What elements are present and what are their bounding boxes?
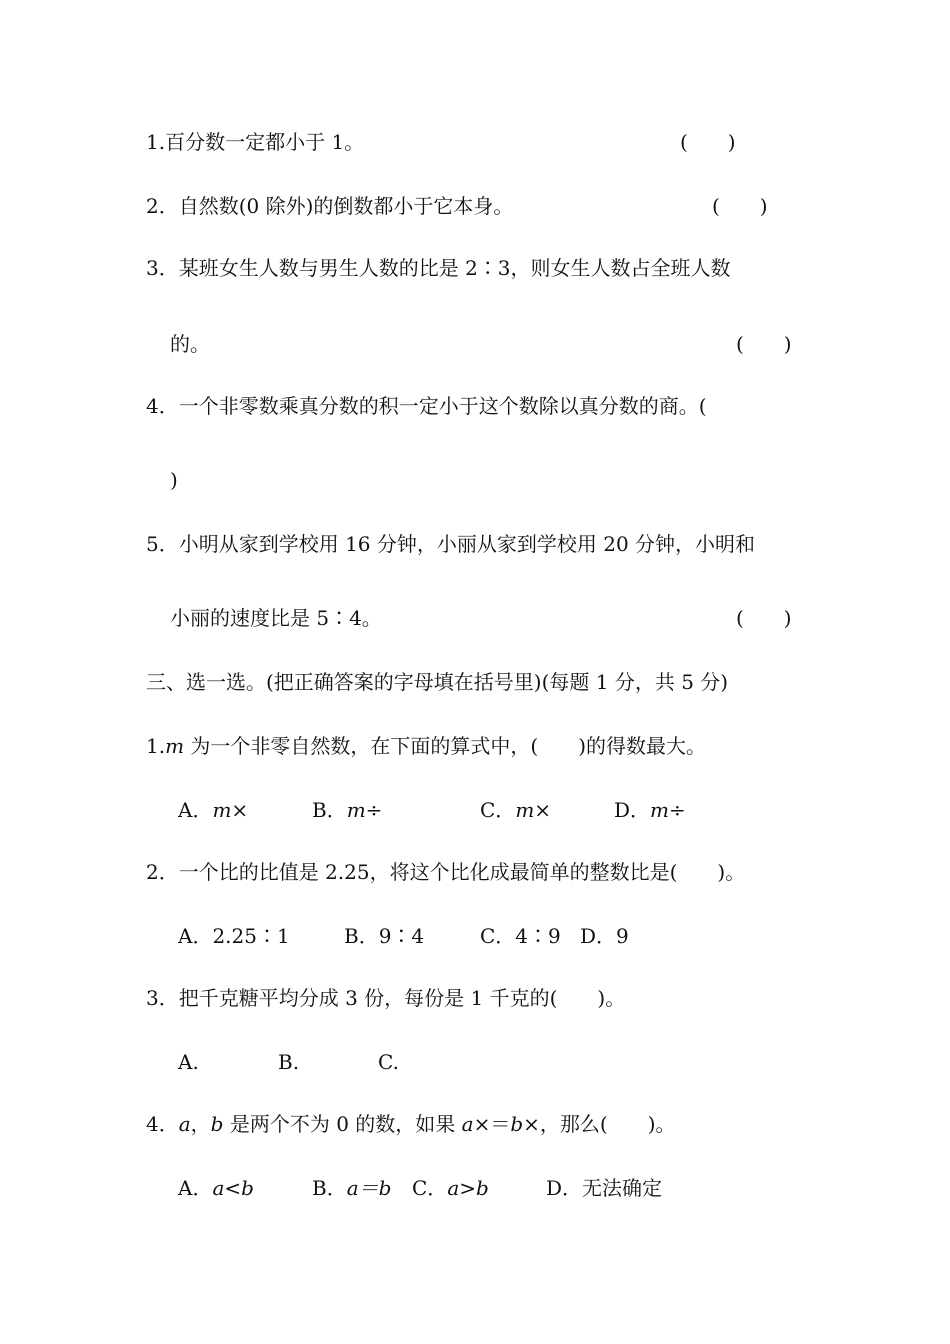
choice-q1-option-d[interactable] xyxy=(614,796,686,824)
choice-q3-stem: 3．把千克糖平均分成 3 份，每份是 1 千克的( )。 xyxy=(146,986,626,1010)
choice-q4-expr-mid: ×＝ xyxy=(473,1112,511,1136)
judge-q2-answer-paren[interactable]: ( ) xyxy=(712,194,768,218)
option-var: m xyxy=(515,798,535,822)
choice-q4-comma: ， xyxy=(190,1112,211,1136)
option-label: A． xyxy=(178,1176,213,1200)
choice-q2-option-b[interactable]: B．9∶4 xyxy=(344,924,425,948)
option-var: m xyxy=(650,798,670,822)
section3-title: 三、选一选。(把正确答案的字母填在括号里)(每题 1 分，共 5 分) xyxy=(146,670,729,694)
option-label: C． xyxy=(480,798,516,822)
option-var: m xyxy=(346,798,366,822)
judge-q1-answer-paren[interactable]: ( ) xyxy=(680,130,736,154)
choice-q4-option-b[interactable] xyxy=(312,1174,391,1202)
choice-q4-expr-b: b xyxy=(510,1112,524,1136)
judge-q3-answer-paren[interactable]: ( ) xyxy=(736,332,792,356)
choice-q4-option-a[interactable] xyxy=(178,1174,254,1202)
option-op: × xyxy=(534,798,552,822)
choice-q4-expr-a: a xyxy=(461,1112,474,1136)
judge-q4-line1: 4．一个非零数乘真分数的积一定小于这个数除以真分数的商。( xyxy=(146,394,707,418)
option-expr: a＝b xyxy=(346,1176,392,1200)
choice-q1-option-b[interactable] xyxy=(312,796,382,824)
choice-q1-option-a[interactable] xyxy=(178,796,248,824)
choice-q1-option-c[interactable] xyxy=(480,796,551,824)
option-op: × xyxy=(231,798,249,822)
choice-q4-var-b: b xyxy=(210,1112,224,1136)
option-expr: a>b xyxy=(447,1176,489,1200)
choice-q4-text-end: ×，那么( )。 xyxy=(523,1112,676,1136)
choice-q4-var-a: a xyxy=(178,1112,191,1136)
choice-q1-text: 为一个非零自然数，在下面的算式中，( )的得数最大。 xyxy=(184,734,707,758)
judge-q1-text: 1.百分数一定都小于 1。 xyxy=(146,130,365,154)
choice-q4-option-c[interactable] xyxy=(412,1174,489,1202)
judge-q5-line2: 小丽的速度比是 5∶4。 xyxy=(170,606,382,630)
judge-q2-text: 2．自然数(0 除外)的倒数都小于它本身。 xyxy=(146,194,514,218)
choice-q3-option-b[interactable]: B. xyxy=(278,1050,300,1074)
choice-q2-stem: 2．一个比的比值是 2.25，将这个比化成最简单的整数比是( )。 xyxy=(146,860,746,884)
option-label: C． xyxy=(412,1176,448,1200)
choice-q2-option-d[interactable]: D．9 xyxy=(580,924,629,948)
judge-q4-line2[interactable]: ) xyxy=(170,468,178,492)
option-op: ÷ xyxy=(365,798,383,822)
choice-q3-option-c[interactable]: C. xyxy=(378,1050,399,1074)
option-label: D． xyxy=(546,1176,583,1200)
option-expr: a<b xyxy=(212,1176,254,1200)
judge-q3-line2: 的。 xyxy=(170,332,210,356)
option-label: B． xyxy=(312,798,347,822)
option-var: m xyxy=(212,798,232,822)
judge-q5-line1: 5．小明从家到学校用 16 分钟，小丽从家到学校用 20 分钟，小明和 xyxy=(146,532,756,556)
choice-q4-prefix: 4． xyxy=(146,1112,179,1136)
choice-q3-option-a[interactable]: A. xyxy=(178,1050,199,1074)
choice-q1-prefix: 1. xyxy=(146,734,166,758)
choice-q2-option-a[interactable]: A．2.25∶1 xyxy=(178,924,290,948)
option-label: A． xyxy=(178,798,213,822)
judge-q3-line1: 3．某班女生人数与男生人数的比是 2∶3，则女生人数占全班人数 xyxy=(146,256,731,280)
judge-q5-answer-paren[interactable]: ( ) xyxy=(736,606,792,630)
option-expr: 无法确定 xyxy=(582,1176,663,1200)
choice-q2-option-c[interactable]: C．4∶9 xyxy=(480,924,561,948)
option-op: ÷ xyxy=(669,798,686,822)
choice-q4-text-mid: 是两个不为 0 的数，如果 xyxy=(223,1112,462,1136)
choice-q1-var: m xyxy=(165,734,185,758)
option-label: D． xyxy=(614,798,651,822)
choice-q4-stem xyxy=(146,1110,676,1138)
choice-q4-option-d[interactable] xyxy=(546,1174,662,1202)
option-label: B． xyxy=(312,1176,347,1200)
choice-q1-stem xyxy=(146,732,706,760)
